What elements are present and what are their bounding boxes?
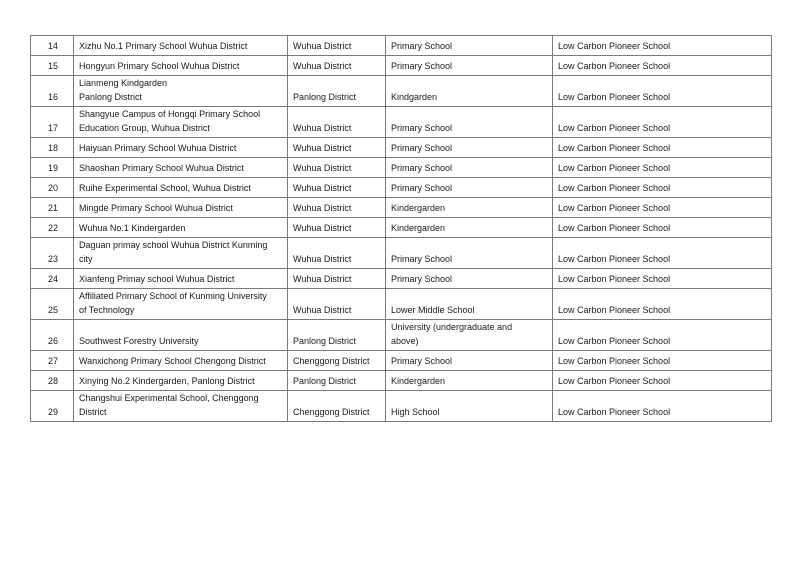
school-name-cell: Lianmeng Kindgarden Panlong District (74, 76, 288, 107)
school-type-cell: Primary School (386, 36, 553, 56)
school-type-cell: Primary School (386, 56, 553, 76)
award-title-cell: Low Carbon Pioneer School (553, 289, 772, 320)
award-title-cell: Low Carbon Pioneer School (553, 178, 772, 198)
district-cell: Wuhua District (288, 269, 386, 289)
award-title-cell: Low Carbon Pioneer School (553, 320, 772, 351)
table-row (31, 351, 772, 371)
award-title-cell: Low Carbon Pioneer School (553, 56, 772, 76)
school-name-cell: Wanxichong Primary School Chengong District (74, 351, 288, 371)
school-type-cell: Primary School (386, 351, 553, 371)
table-row (31, 36, 772, 56)
row-number-cell: 19 (31, 158, 74, 178)
award-title-cell: Low Carbon Pioneer School (553, 198, 772, 218)
table-row (31, 56, 772, 76)
school-type-cell: Primary School (386, 158, 553, 178)
award-title-cell: Low Carbon Pioneer School (553, 218, 772, 238)
school-type-cell: Kindergarden (386, 218, 553, 238)
table-row (31, 218, 772, 238)
award-title-cell: Low Carbon Pioneer School (553, 371, 772, 391)
school-type-cell: Primary School (386, 107, 553, 138)
row-number-cell: 23 (31, 238, 74, 269)
district-cell: Wuhua District (288, 158, 386, 178)
award-title-cell: Low Carbon Pioneer School (553, 107, 772, 138)
table-row (31, 289, 772, 320)
school-type-cell: University (undergraduate and above) (386, 320, 553, 351)
table-row (31, 371, 772, 391)
school-type-cell: Lower Middle School (386, 289, 553, 320)
district-cell: Wuhua District (288, 138, 386, 158)
row-number-cell: 26 (31, 320, 74, 351)
school-name-cell: Shangyue Campus of Hongqi Primary School Education Group, Wuhua District (74, 107, 288, 138)
district-cell: Panlong District (288, 371, 386, 391)
district-cell: Wuhua District (288, 107, 386, 138)
row-number-cell: 16 (31, 76, 74, 107)
school-type-cell: Primary School (386, 269, 553, 289)
school-name-cell: Affiliated Primary School of Kunming University of Technology (74, 289, 288, 320)
table-row (31, 178, 772, 198)
school-type-cell: Kindergarden (386, 371, 553, 391)
district-cell: Wuhua District (288, 36, 386, 56)
district-cell: Panlong District (288, 320, 386, 351)
award-title-cell: Low Carbon Pioneer School (553, 351, 772, 371)
district-cell: Wuhua District (288, 178, 386, 198)
row-number-cell: 21 (31, 198, 74, 218)
award-title-cell: Low Carbon Pioneer School (553, 391, 772, 422)
school-type-cell: Primary School (386, 178, 553, 198)
school-name-cell: Mingde Primary School Wuhua District (74, 198, 288, 218)
district-cell: Chenggong District (288, 391, 386, 422)
award-title-cell: Low Carbon Pioneer School (553, 158, 772, 178)
row-number-cell: 22 (31, 218, 74, 238)
district-cell: Wuhua District (288, 218, 386, 238)
school-type-cell: High School (386, 391, 553, 422)
table-row (31, 320, 772, 351)
table-row (31, 138, 772, 158)
table-row (31, 238, 772, 269)
row-number-cell: 29 (31, 391, 74, 422)
school-type-cell: Kindergarden (386, 198, 553, 218)
award-title-cell: Low Carbon Pioneer School (553, 138, 772, 158)
school-type-cell: Primary School (386, 238, 553, 269)
district-cell: Wuhua District (288, 238, 386, 269)
district-cell: Chenggong District (288, 351, 386, 371)
table-row (31, 391, 772, 422)
award-title-cell: Low Carbon Pioneer School (553, 238, 772, 269)
district-cell: Wuhua District (288, 198, 386, 218)
school-type-cell: Primary School (386, 138, 553, 158)
table-row (31, 107, 772, 138)
row-number-cell: 15 (31, 56, 74, 76)
schools-table (30, 35, 772, 422)
row-number-cell: 27 (31, 351, 74, 371)
school-name-cell: Hongyun Primary School Wuhua District (74, 56, 288, 76)
district-cell: Wuhua District (288, 56, 386, 76)
school-type-cell: Kindgarden (386, 76, 553, 107)
school-name-cell: Xinying No.2 Kindergarden, Panlong District (74, 371, 288, 391)
award-title-cell: Low Carbon Pioneer School (553, 269, 772, 289)
row-number-cell: 17 (31, 107, 74, 138)
district-cell: Wuhua District (288, 289, 386, 320)
row-number-cell: 14 (31, 36, 74, 56)
school-name-cell: Daguan primay school Wuhua District Kunming city (74, 238, 288, 269)
school-name-cell: Xianfeng Primay school Wuhua District (74, 269, 288, 289)
school-name-cell: Wuhua No.1 Kindergarden (74, 218, 288, 238)
row-number-cell: 20 (31, 178, 74, 198)
table-row (31, 76, 772, 107)
row-number-cell: 24 (31, 269, 74, 289)
table-row (31, 198, 772, 218)
row-number-cell: 18 (31, 138, 74, 158)
school-name-cell: Shaoshan Primary School Wuhua District (74, 158, 288, 178)
school-name-cell: Southwest Forestry University (74, 320, 288, 351)
school-name-cell: Xizhu No.1 Primary School Wuhua District (74, 36, 288, 56)
row-number-cell: 25 (31, 289, 74, 320)
schools-table-body (31, 36, 772, 422)
district-cell: Panlong District (288, 76, 386, 107)
school-name-cell: Ruihe Experimental School, Wuhua District (74, 178, 288, 198)
row-number-cell: 28 (31, 371, 74, 391)
school-name-cell: Haiyuan Primary School Wuhua District (74, 138, 288, 158)
school-name-cell: Changshui Experimental School, Chenggong District (74, 391, 288, 422)
award-title-cell: Low Carbon Pioneer School (553, 76, 772, 107)
award-title-cell: Low Carbon Pioneer School (553, 36, 772, 56)
table-row (31, 158, 772, 178)
table-row (31, 269, 772, 289)
